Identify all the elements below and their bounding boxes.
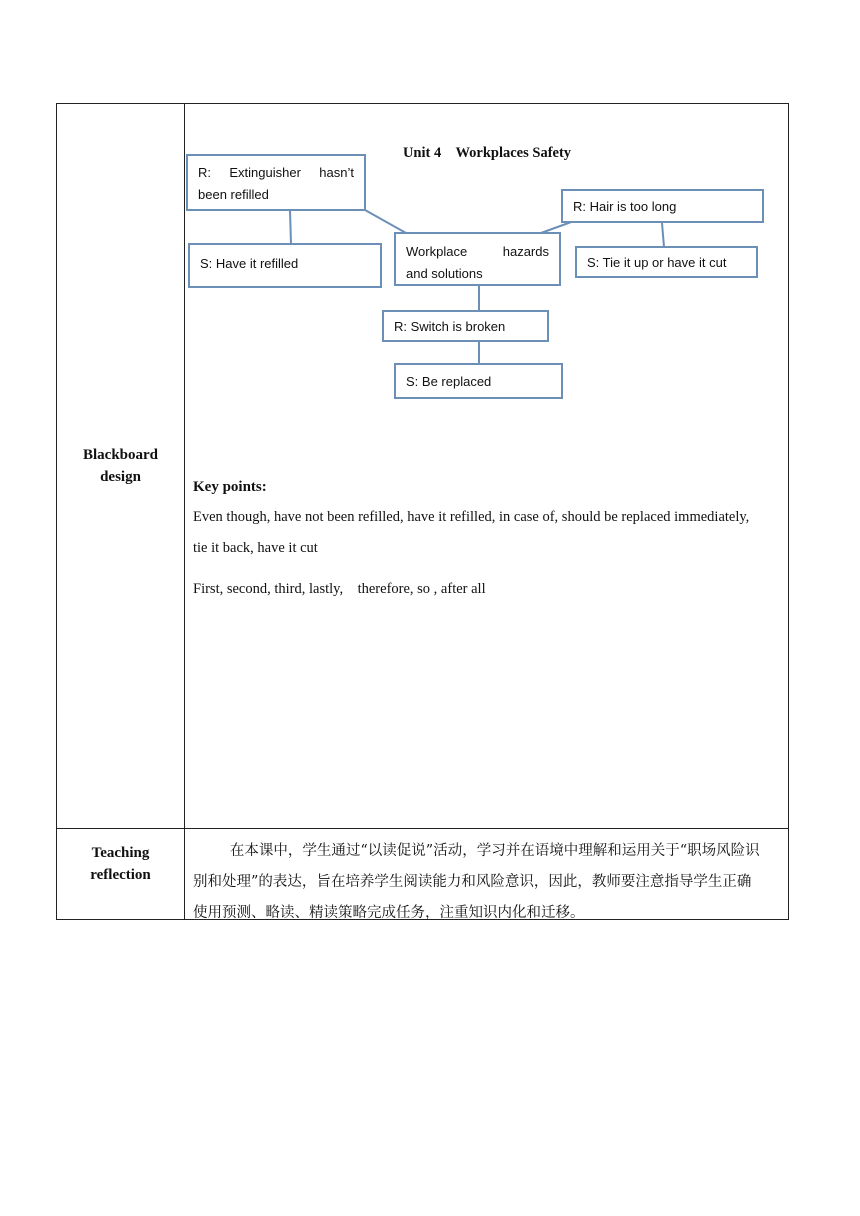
box-text: Workplace hazards [406, 244, 549, 259]
label-line: Teaching [91, 845, 150, 861]
key-points-heading: Key points: [193, 479, 267, 495]
box-text: R: Switch is broken [394, 319, 506, 334]
reflection-paragraph [193, 836, 781, 929]
extinguisher-reason-box [186, 154, 366, 211]
box-text: R: Hair is too long [573, 199, 677, 214]
label-line: Blackboard [82, 447, 158, 463]
extinguisher-solution-box [188, 243, 382, 288]
box-text: R: Extinguisher hasn’t [198, 165, 354, 180]
hair-reason-box [561, 189, 764, 223]
hair-solution-box [575, 246, 758, 278]
label-line: design [100, 469, 141, 485]
box-text: S: Tie it up or have it cut [587, 255, 727, 270]
column-divider [184, 103, 185, 920]
switch-reason-box [382, 310, 549, 342]
key-points-line: tie it back, have it cut [193, 540, 318, 556]
reflection-line: 别和处理”的表达，旨在培养学生阅读能力和风险意识，因此，教师要注意指导学生正确 [193, 874, 752, 890]
reflection-line: 在本课中，学生通过“以读促说”活动，学习并在语境中理解和运用关于“职场风险识 [193, 843, 760, 859]
reflection-line: 使用预测、略读、精读策略完成任务，注重知识内化和迁移。 [193, 905, 585, 921]
key-points-line: Even though, have not been refilled, have it refilled, in case of, should be replaced immediately, [193, 509, 750, 525]
key-points-line: First, second, third, lastly, therefore, so , after all [193, 581, 486, 597]
box-text: S: Be replaced [406, 374, 492, 389]
teaching-reflection-label [57, 842, 184, 886]
box-text: S: Have it refilled [200, 256, 299, 271]
switch-solution-box [394, 363, 563, 399]
blackboard-design-label [57, 444, 184, 488]
label-line: reflection [90, 867, 151, 883]
box-text: and solutions [406, 266, 483, 281]
row-divider [56, 828, 789, 829]
diagram-title: Unit 4 Workplaces Safety [402, 145, 572, 161]
box-text: been refilled [198, 187, 269, 202]
center-hazards-box [394, 232, 561, 286]
